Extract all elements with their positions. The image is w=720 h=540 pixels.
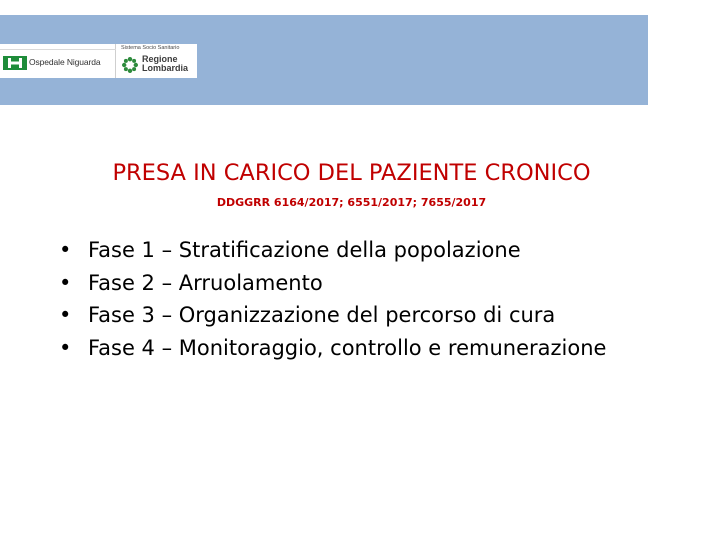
list-item: [56, 267, 676, 300]
list-item: [56, 299, 676, 332]
list-item: [56, 234, 676, 267]
list-item-text: Fase 3 – Organizzazione del percorso di cura: [88, 303, 556, 327]
region-name: [142, 55, 188, 73]
bullet-icon: •: [59, 270, 72, 295]
slide-subtitle: DDGGRR 6164/2017; 6551/2017; 7655/2017: [216, 196, 487, 209]
header-logos: [0, 44, 197, 78]
slide-title: PRESA IN CARICO DEL PAZIENTE CRONICO: [112, 160, 591, 186]
phase-list: [56, 234, 676, 364]
list-item-text: Fase 2 – Arruolamento: [88, 270, 323, 295]
region-logo: [117, 44, 197, 78]
bullet-icon: •: [59, 303, 72, 327]
list-item-text: Fase 4 – Monitoraggio, controllo e remunerazione: [88, 335, 607, 360]
hospital-logo-icon: [3, 56, 27, 70]
bullet-icon: •: [59, 335, 72, 360]
health-system-label: Sistema Socio Sanitario: [121, 45, 180, 51]
region-name-line1: Regione: [142, 54, 178, 64]
hospital-logo: [0, 44, 116, 78]
list-item: [56, 332, 676, 365]
lombardy-rose-icon: [121, 56, 139, 74]
hospital-name: Ospedale Niguarda: [29, 57, 101, 67]
list-item-text: Fase 1 – Stratificazione della popolazione: [88, 238, 521, 262]
region-name-line2: Lombardia: [142, 63, 189, 73]
bullet-icon: •: [59, 238, 72, 262]
logo-divider: [0, 49, 116, 50]
